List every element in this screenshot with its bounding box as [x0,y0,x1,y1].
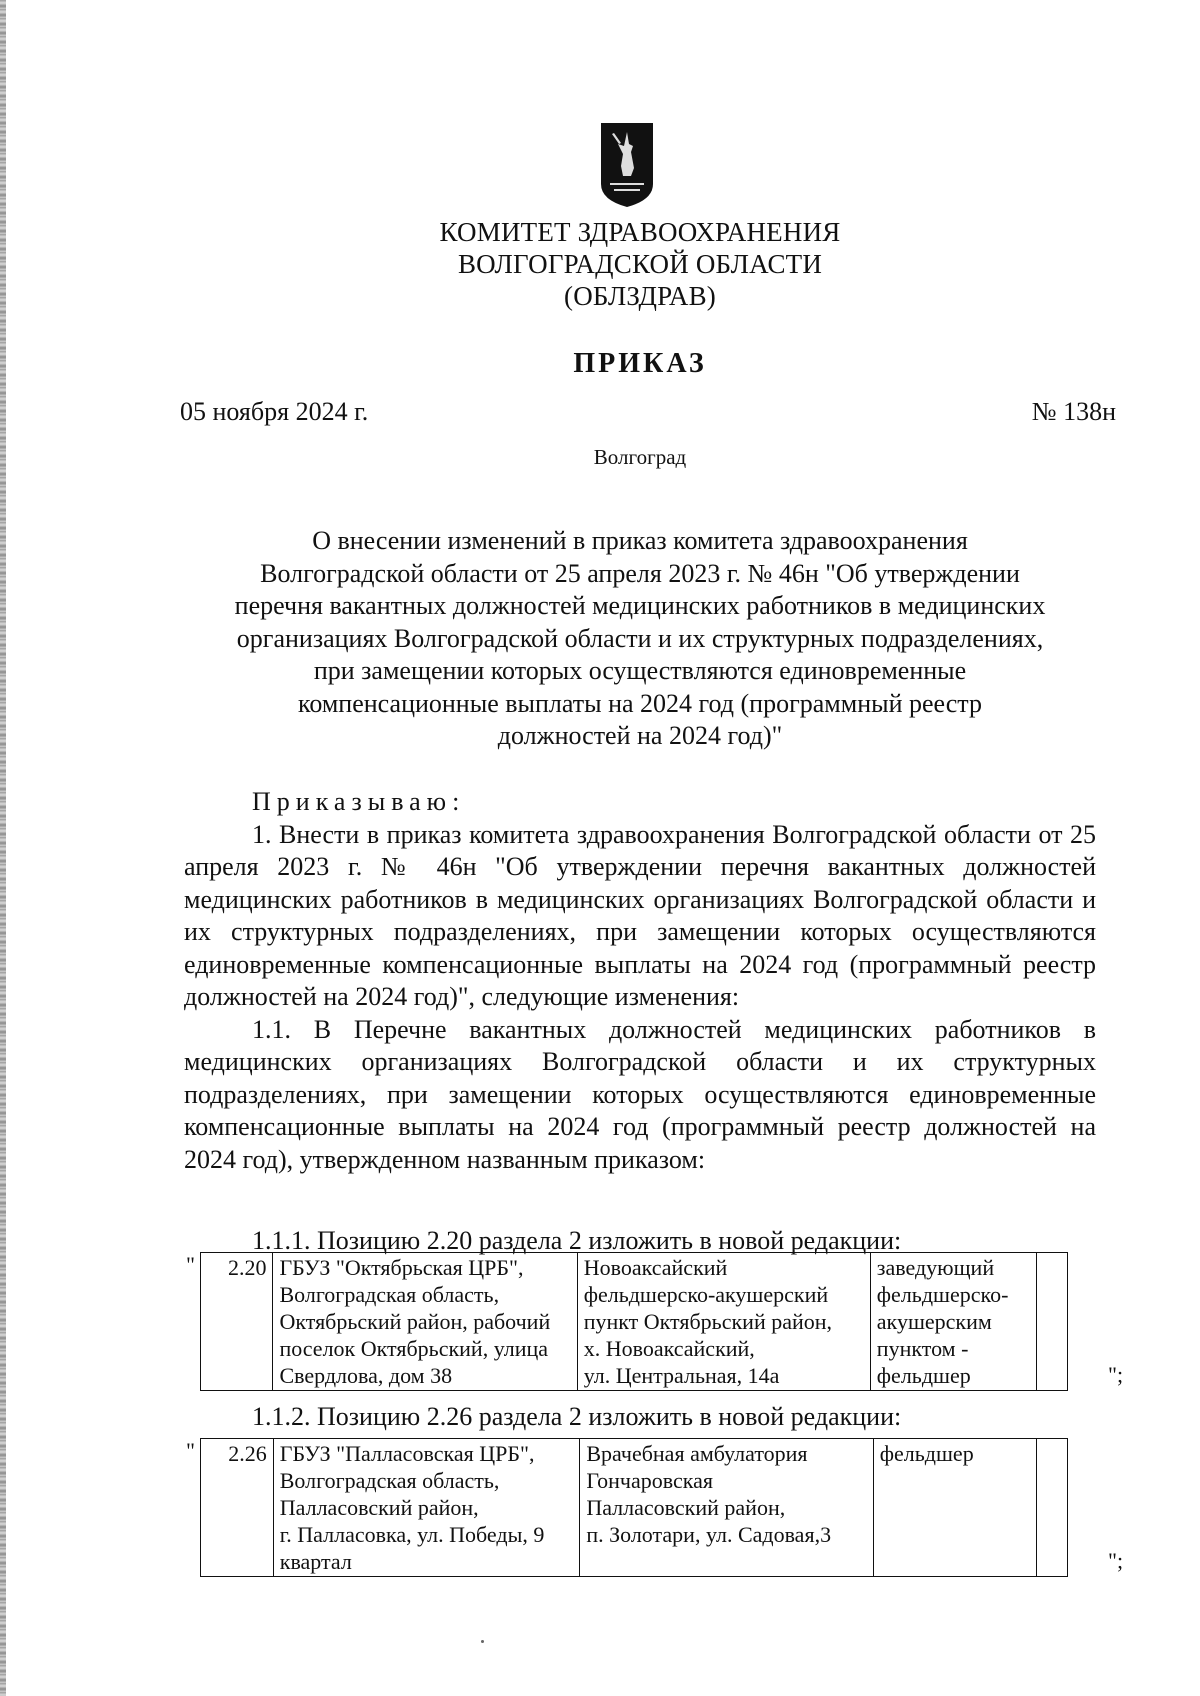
document-subject [190,525,1090,753]
org-line: ВОЛГОГРАДСКОЙ ОБЛАСТИ [457,249,823,279]
cell-line: Новоаксайский [583,1255,728,1280]
position-number: 2.20 [201,1253,273,1391]
subject-line: компенсационные выплаты на 2024 год (программный реестр [298,688,982,718]
position-cell [873,1439,1036,1577]
cell-line: х. Новоаксайский, [583,1336,755,1361]
cell-line: пунктом - [876,1336,969,1361]
subject-line: должностей на 2024 год)" [497,721,783,750]
paragraph-1-1: 1.1. В Перечне вакантных должностей медицинских работников в медицинских организациях Волгоградской области и их структурных подразделениях, при замещении которых осуществляются единовременные компенсационные выплаты на 2024 год (программный реестр должностей на 2024 год), утвержденном названным приказом: [184,1014,1096,1174]
position-table [200,1252,1068,1391]
extra-cell [1037,1253,1068,1391]
org-line: (ОБЛЗДРАВ) [564,281,716,311]
close-quote: "; [1108,1362,1124,1387]
subject-line: организациях Волгоградской области и их структурных подразделениях, [236,623,1044,653]
amendment-caption: 1.1.2. Позицию 2.26 раздела 2 изложить в новой редакции: [252,1402,902,1431]
organization-cell [273,1253,577,1391]
scan-speck [481,1640,484,1643]
cell-line: фельдшер [876,1363,971,1388]
cell-line: акушерским [876,1309,992,1334]
table-row [201,1253,1068,1391]
cell-line: Волгоградская область, [279,1468,500,1493]
document-type: ПРИКАЗ [573,348,707,379]
unit-cell [580,1439,873,1577]
cell-line: пункт Октябрьский район, [583,1309,833,1334]
document-date: 05 ноября 2024 г. [180,397,369,426]
cell-line: заведующий [876,1255,995,1280]
cell-line: поселок Октябрьский, улица [279,1336,549,1361]
order-word: Приказываю: [252,787,466,816]
cell-line: ГБУЗ "Палласовская ЦРБ", [279,1441,535,1466]
open-quote: " [186,1252,195,1277]
table-row [201,1439,1068,1577]
open-quote: " [186,1438,195,1463]
paragraph-1: 1. Внести в приказ комитета здравоохранения Волгоградской области от 25 апреля 2023 г. № 46н "Об утверждении перечня вакантных должностей медицинских работников в медицинских организациях Волгоградской области и их структурных подразделениях, при замещении которых осуществляются единовременные компенсационные выплаты на 2024 год (программный реестр должностей на 2024 год)", следующие изменения: [184,819,1096,1011]
cell-line: фельдшерско-акушерский [583,1282,829,1307]
cell-line: фельдшерско- [876,1282,1009,1307]
position-number: 2.26 [201,1439,274,1577]
cell-line: Свердлова, дом 38 [279,1363,453,1388]
cell-line: Врачебная амбулатория [586,1441,808,1466]
volgograd-emblem-icon [600,122,654,208]
organization-cell [273,1439,580,1577]
cell-line: ГБУЗ "Октябрьская ЦРБ", [279,1255,524,1280]
subject-line: при замещении которых осуществляются единовременные [313,656,967,685]
cell-line: Октябрьский район, рабочий [279,1309,551,1334]
organization-name [0,216,1200,312]
position-cell [870,1253,1036,1391]
document-body [184,786,1096,1176]
cell-line: Палласовский район, [279,1495,479,1520]
cell-line: фельдшер [879,1441,974,1466]
cell-line: п. Золотари, ул. Садовая,3 [586,1522,832,1547]
unit-cell [577,1253,870,1391]
document-number: № 138н [1031,397,1116,426]
cell-line: ул. Центральная, 14а [583,1363,780,1388]
cell-line: г. Палласовка, ул. Победы, 9 [279,1522,545,1547]
cell-line: Палласовский район, [586,1495,786,1520]
position-table [200,1438,1068,1577]
cell-line: Волгоградская область, [279,1282,500,1307]
cell-line: квартал [279,1549,352,1574]
subject-line: Волгоградской области от 25 апреля 2023 г. № 46н "Об утверждении [260,558,1020,588]
subject-line: О внесении изменений в приказ комитета здравоохранения [312,526,968,555]
close-quote: "; [1108,1548,1124,1573]
amendment-caption: 1.1.1. Позицию 2.20 раздела 2 изложить в новой редакции: [252,1226,902,1255]
org-line: КОМИТЕТ ЗДРАВООХРАНЕНИЯ [439,217,841,247]
document-city: Волгоград [593,445,687,469]
subject-line: перечня вакантных должностей медицинских работников в медицинских [234,591,1046,620]
extra-cell [1036,1439,1067,1577]
cell-line: Гончаровская [586,1468,713,1493]
